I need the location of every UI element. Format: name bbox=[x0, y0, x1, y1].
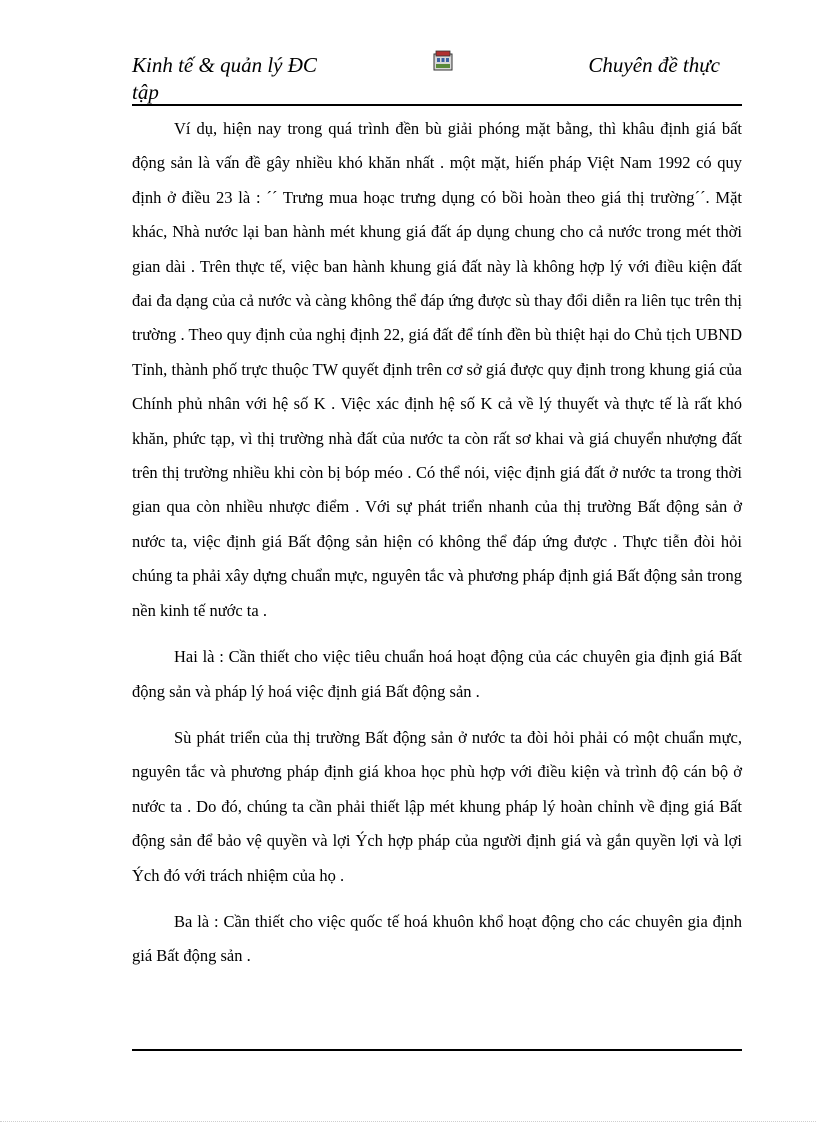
header-divider bbox=[132, 104, 742, 106]
paragraph: Sù phát triển của thị trường Bất động sản ở nước ta đòi hỏi phải có một chuẩn mực, nguyên tắc và phương pháp định giá khoa học phù hợp với điều kiện và trình độ cán bộ ở nước ta . Do đó, chúng ta cần phải thiết lập mét khung pháp lý hoàn chỉnh về địng giá Bất động sản để bảo vệ quyền và lợi Ých hợp pháp của người định giá và gắn quyền lợi và lợi Ých đó với trách nhiệm của họ . bbox=[132, 727, 742, 885]
paragraph: Ví dụ, hiện nay trong quá trình đền bù giải phóng mặt bằng, thì khâu định giá bất động sản là vấn đề gây nhiều khó khăn nhất . một mặt, hiến pháp Việt Nam 1992 có quy định ở điều 23 là : ´´ Trưng mua hoạc trưng dụng có bồi hoàn theo giá thị trường´´. Mặt khác, Nhà nước lại ban hành mét khung giá đất áp dụng chung cho cả nước trong mét thời gian dài . Trên thực tế, việc ban hành khung giá đất này là không hợp lý với điều kiện đất đai đa dạng của cả nước và càng không thể đáp ứng được sù thay đổi diễn ra liên tục trên thị trường . Theo quy định của nghị định 22, giá đất để tính đền bù thiệt hại do Chủ tịch UBND Tỉnh, thành phố trực thuộc TW quyết định trên cơ sở giá được quy định trong khung giá của Chính phủ nhân với hệ số K . Việc xác định hệ số K cả về lý thuyết và thực tế là rất khó khăn, phức tạp, vì thị trường nhà đất của nước ta còn rất sơ khai và giá chuyển nhượng đất trên thị trường nhiều khi còn bị bóp méo . Có thể nói, việc định giá đất ở nước ta trong thời gian qua còn nhiều nhược điểm . Với sự phát triển nhanh của thị trường Bất động sản ở nước ta, việc định giá Bất động sản hiện có không thể đáp ứng được . Thực tiễn đòi hỏi chúng ta phải xây dựng chuẩn mực, nguyên tắc và phương pháp định giá Bất động sản trong nền kinh tế nước ta . bbox=[132, 119, 742, 620]
page-header bbox=[132, 50, 742, 106]
paragraph: Ba là : Cần thiết cho việc quốc tế hoá khuôn khổ hoạt động cho các chuyên gia định giá Bất động sản . bbox=[132, 911, 742, 966]
header-right-title: Chuyên đề thực bbox=[588, 53, 720, 77]
school-crest-icon bbox=[432, 50, 454, 72]
footer-divider bbox=[132, 1049, 742, 1051]
page-bottom-edge bbox=[0, 1121, 816, 1122]
paragraph: Hai là : Cần thiết cho việc tiêu chuẩn hoá hoạt động của các chuyên gia định giá Bất động sản và pháp lý hoá việc định giá Bất động sản . bbox=[132, 647, 742, 701]
header-left-title: Kinh tế & quản lý ĐC tập bbox=[132, 53, 317, 104]
document-body bbox=[132, 112, 742, 974]
